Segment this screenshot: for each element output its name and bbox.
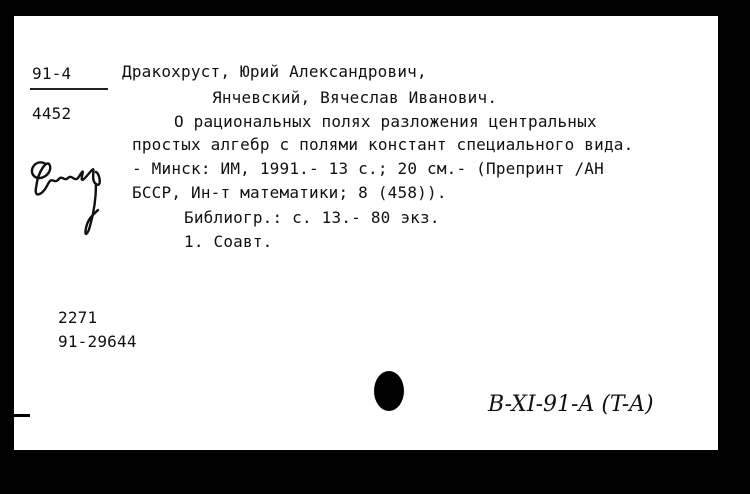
bibliography-line: Библиогр.: с. 13.- 80 экз. (184, 208, 440, 227)
imprint-line-2: БССР, Ин-т математики; 8 (458)). (132, 183, 447, 202)
punch-hole (374, 371, 404, 411)
coauthor-line: Янчевский, Вячеслав Иванович. (212, 88, 498, 107)
tracing-line: 1. Соавт. (184, 232, 273, 251)
author-line: Дракохруст, Юрий Александрович, (122, 62, 427, 81)
shelfmark-divider (30, 88, 108, 90)
title-line-1: О рациональных полях разложения центральных (174, 112, 597, 131)
title-line-2: простых алгебр с полями констант специального вида. (132, 135, 634, 154)
catalog-card (14, 16, 718, 450)
shelfmark-bottom: 4452 (32, 104, 72, 123)
handwritten-stamp-code: B-XI-91-A (T-A) (488, 392, 654, 417)
shelfmark-top: 91-4 (32, 64, 72, 83)
number-2: 91-29644 (58, 332, 137, 351)
number-1: 2271 (58, 308, 98, 327)
edge-mark (6, 414, 30, 417)
imprint-line-1: - Минск: ИМ, 1991.- 13 с.; 20 см.- (Препринт /АН (132, 159, 604, 178)
handwritten-signature-icon (18, 140, 118, 245)
